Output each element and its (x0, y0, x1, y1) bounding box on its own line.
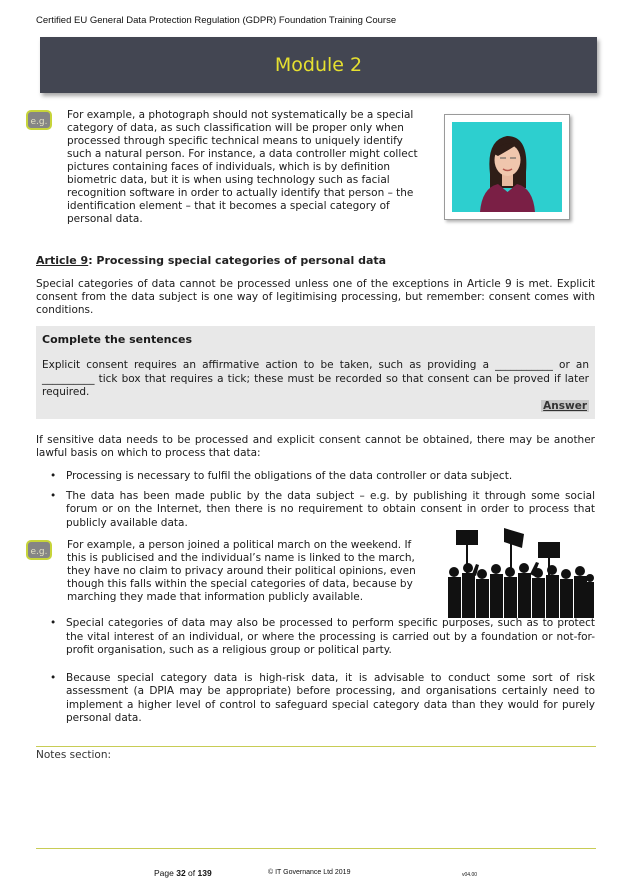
text-line: biometric data, but it is when using technology such as facial (67, 174, 390, 186)
page-of: of (185, 868, 198, 878)
example-badge: e.g. (26, 540, 52, 560)
exercise-text: Explicit consent requires an affirmative action to be taken, such as providing a ___________ or an __________ tick box that requires a tick; these must be recorded so that consent can be proved if later required. (42, 359, 589, 398)
module-title: Module 2 (274, 54, 363, 76)
text-line: For example, a photograph should not systematically be a special (67, 109, 414, 121)
text-line: category of data, as such classification will be proper only when (67, 122, 404, 134)
answer-button[interactable]: Answer (543, 400, 587, 412)
list-item: • Because special category data is high-risk data, it is advisable to conduct some sort of risk assessment (a DPIA may be appropriate) before processing, and organisations certainly need to implement a higher level of control to safeguard special category data than they would for purely personal data. (36, 672, 595, 726)
text-line: personal data. (67, 213, 143, 225)
text-line: though this falls within the special categories of data, because by (67, 578, 413, 590)
example-march-text (67, 539, 442, 604)
additional-bases-list (36, 617, 595, 726)
course-title: Certified EU General Data Protection Regulation (GDPR) Foundation Training Course (36, 15, 397, 26)
copyright: © IT Governance Ltd 2019 (268, 869, 351, 876)
exercise-title: Complete the sentences (42, 333, 193, 346)
notes-label: Notes section: (36, 749, 112, 761)
list-item: • The data has been made public by the data subject – e.g. by publishing it through some social forum or on the Internet, then there is no requirement to obtain consent in order to process that publicly available data. (36, 490, 595, 531)
lawful-basis-intro: If sensitive data needs to be processed and explicit consent cannot be obtained, there may be another lawful basis on which to process that data: (36, 434, 595, 459)
text-line: For example, a person joined a political march on the weekend. If (67, 539, 412, 551)
page-number (154, 868, 212, 878)
protest-crowd-icon (446, 528, 594, 618)
text-line: identification element – that it becomes a special category of (67, 200, 390, 212)
example-badge: e.g. (26, 110, 52, 130)
article-title: : Processing special categories of personal data (88, 254, 387, 267)
notes-divider-top (36, 746, 596, 747)
module-banner (40, 37, 597, 93)
article-heading (36, 254, 386, 267)
text-line: such a natural person. For instance, a data controller might collect (67, 148, 418, 160)
list-item: • Processing is necessary to fulfil the obligations of the data controller or data subject. (36, 470, 595, 484)
notes-divider-bottom (36, 848, 596, 849)
example-photo-text (67, 109, 437, 226)
text-line: this is publicised and the individual’s name is linked to the march, (67, 552, 415, 564)
text-line: recognition software in order to actually identify that person – the (67, 187, 414, 199)
text-line: processed through specific technical means to uniquely identify (67, 135, 403, 147)
woman-portrait-icon (452, 122, 562, 212)
page-prefix: Page (154, 868, 177, 878)
article-intro: Special categories of data cannot be processed unless one of the exceptions in Article 9 is met. Explicit consent from the data subject is one way of legitimising processing, but remember: consent comes with conditions. (36, 278, 595, 316)
lawful-basis-list (36, 470, 595, 530)
page-total: 139 (197, 868, 212, 878)
text-line: pictures containing faces of individuals, which is by definition (67, 161, 391, 173)
page-current: 32 (176, 868, 186, 878)
list-item: • Special categories of data may also be processed to perform specific purposes, such as to protect the vital interest of an individual, or where the processing is carried out by a foundation or not-for-profit organisation, such as a religious group or political party. (36, 617, 595, 658)
text-line: they have no claim to privacy around their political opinions, even (67, 565, 416, 577)
text-line: marching they made that information publicly available. (67, 591, 364, 603)
article-number: Article 9 (36, 254, 89, 267)
exercise-box (36, 326, 595, 419)
version: v04.00 (462, 872, 478, 878)
person-photo (444, 114, 570, 220)
